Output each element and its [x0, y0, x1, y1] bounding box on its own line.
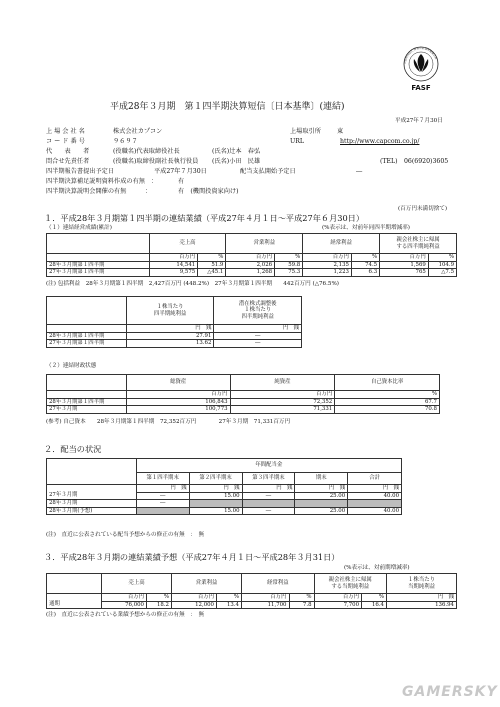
row-label: 27年３月期第１四半期 — [47, 269, 150, 277]
unit-cell: 百万円 — [102, 594, 147, 602]
filing-date: 平成27年７月30日 — [154, 168, 207, 175]
unit-cell: 百万円 — [149, 254, 198, 262]
column-header: 売上高 — [102, 574, 172, 594]
representative-name: (氏名)辻本 春弘 — [212, 148, 261, 155]
column-header: １株当たり 四半期純利益 — [126, 297, 214, 325]
unit-cell: 百万円 — [126, 391, 230, 399]
column-header: 売上高 — [149, 234, 226, 254]
unit-cell: 円 銭 — [295, 485, 348, 493]
company-label: 上 場 会 社 名 — [46, 128, 85, 135]
row-label: 27年３月期 — [47, 492, 137, 500]
table-cell: 40.00 — [348, 507, 402, 515]
table-cell: 67.7 — [335, 398, 440, 406]
table-cell — [348, 500, 402, 508]
row-label: 28年３月期第１四半期 — [47, 398, 127, 406]
table-cell — [189, 500, 242, 508]
table-cell: 1,268 — [226, 269, 275, 277]
unit-cell: 円 銭 — [387, 594, 457, 602]
table-cell: 76,000 — [102, 601, 147, 609]
table-cell: ― — [214, 340, 302, 348]
table-cell: 18.2 — [147, 601, 172, 609]
dividend-start-label: 配当支払開始予定日 — [240, 168, 296, 175]
equity-note: (参考) 自己資本 28年３月期第１四半期 72,352百万円 27年３月期 71,331百万円 — [46, 419, 291, 425]
briefing-label: 四半期決算説明会開催の有無 ： — [46, 188, 152, 195]
table-row — [47, 332, 302, 340]
company-url-link[interactable]: http://www.capcom.co.jp/ — [340, 138, 420, 145]
table-cell: 1,569 — [380, 261, 429, 269]
table-cell: 25.00 — [295, 492, 348, 500]
table-cell — [295, 500, 348, 508]
table-row — [47, 406, 440, 414]
row-label: 28年３月期 — [47, 500, 137, 508]
code-label: コ ー ド 番 号 — [46, 138, 85, 145]
column-header: 潜在株式調整後 １株当たり 四半期純利益 — [214, 297, 302, 325]
supplementary-value: 有 — [178, 178, 185, 185]
unit-cell: % — [147, 594, 172, 602]
row-label: 通期 — [47, 601, 102, 609]
contact-name: (氏名)小田 民雄 — [212, 158, 261, 165]
forecast-table — [46, 573, 457, 609]
table-cell: △7.5 — [428, 269, 456, 277]
table-cell: 765 — [380, 269, 429, 277]
exchange-label: 上場取引所 — [290, 128, 321, 135]
column-header: １株当たり 当期純利益 — [387, 574, 457, 594]
unit-cell: 円 銭 — [214, 325, 302, 333]
column-header: 営業利益 — [226, 234, 303, 254]
section1-heading: １．平成28年３月期第１四半期の連結業績（平成27年４月１日～平成27年６月30日） — [44, 213, 365, 223]
section3-pct-note: (%表示は、対前期増減率) — [344, 565, 410, 571]
column-header: 親会社株主に帰属 する四半期純利益 — [380, 234, 457, 254]
company-name: 株式会社カプコン — [113, 128, 163, 135]
unit-cell: 円 銭 — [348, 485, 402, 493]
rounding-note: (百万円未満切捨て) — [398, 206, 448, 212]
dividend-note: (注) 直近に公表されている配当予想からの修正の有無 ： 無 — [46, 532, 205, 538]
section2-heading: ２．配当の状況 — [44, 444, 102, 454]
column-header: 第３四半期末 — [242, 473, 295, 485]
unit-cell: % — [289, 594, 314, 602]
row-label: 28年３月期第１四半期 — [47, 261, 150, 269]
comprehensive-income-note: (注) 包括利益 28年３月期第１四半期 2,427百万円 (448.2%) 27年３月期第１四半期 442百万円 (△76.5%) — [46, 281, 339, 287]
table-cell: △45.1 — [198, 269, 226, 277]
table-cell: 7,700 — [314, 601, 362, 609]
table-cell: 16.4 — [362, 601, 387, 609]
unit-cell: 百万円 — [314, 594, 362, 602]
briefing-value: 有 (機関投資家向け) — [178, 188, 239, 195]
table-row — [47, 601, 457, 609]
table-row — [47, 261, 457, 269]
table-cell: 51.9 — [198, 261, 226, 269]
table-cell: 1,223 — [303, 269, 352, 277]
table-cell: 40.00 — [348, 492, 402, 500]
financial-position-table — [46, 374, 440, 414]
unit-cell: 百万円 — [242, 594, 290, 602]
unit-cell: 円 銭 — [126, 325, 214, 333]
eps-table — [46, 296, 302, 348]
table-cell: ― — [136, 500, 189, 508]
table-cell: 74.5 — [351, 261, 379, 269]
table-cell: 15.00 — [189, 507, 242, 515]
code-value: ９６９７ — [113, 138, 138, 145]
column-header: 第１四半期末 — [136, 473, 189, 485]
table-row — [47, 507, 402, 515]
representative-title: (役職名)代表取締役社長 — [113, 148, 180, 155]
dividend-table — [46, 458, 402, 515]
contact-label: 問合せ先責任者 — [46, 158, 90, 165]
column-header: 経常利益 — [303, 234, 380, 254]
section1-pct-note: (%表示は、対前年同四半期増減率) — [322, 225, 410, 231]
report-date: 平成27年７月30日 — [395, 118, 443, 124]
unit-cell: % — [335, 391, 440, 399]
table-cell: 14,541 — [149, 261, 198, 269]
column-header: 純資産 — [230, 375, 335, 391]
column-header: 期末 — [295, 473, 348, 485]
column-header: 経常利益 — [242, 574, 315, 594]
unit-cell: % — [217, 594, 242, 602]
section1-sub2: （２）連結財政状態 — [46, 363, 97, 369]
table-cell: ― — [242, 492, 295, 500]
unit-cell: 百万円 — [303, 254, 352, 262]
unit-cell: % — [198, 254, 226, 262]
operating-results-table — [46, 233, 457, 277]
url-label: URL — [290, 138, 304, 145]
table-cell: 9,575 — [149, 269, 198, 277]
unit-cell: 円 銭 — [136, 485, 189, 493]
unit-cell: 百万円 — [226, 254, 275, 262]
table-cell: 71,331 — [230, 406, 335, 414]
table-row — [47, 500, 402, 508]
table-cell — [242, 500, 295, 508]
table-cell: 59.8 — [275, 261, 303, 269]
fasf-logo — [400, 45, 442, 95]
section3-heading: ３．平成28年３月期の連結業績予想（平成27年４月１日～平成28年３月31日） — [44, 552, 340, 562]
filing-label: 四半期報告書提出予定日 — [46, 168, 115, 175]
logo-label: FASF — [411, 84, 431, 92]
column-header: 総資産 — [126, 375, 230, 391]
row-label: 27年３月期第１四半期 — [47, 340, 127, 348]
unit-cell: 円 銭 — [189, 485, 242, 493]
table-cell: 136.94 — [387, 601, 457, 609]
row-label: 28年３月期第１四半期 — [47, 332, 127, 340]
table-cell: 75.3 — [275, 269, 303, 277]
table-cell: ― — [214, 332, 302, 340]
tel-label: (TEL) — [380, 158, 398, 165]
table-cell: 6.3 — [351, 269, 379, 277]
table-cell: 7.8 — [289, 601, 314, 609]
table-cell: 25.00 — [295, 507, 348, 515]
unit-cell: % — [351, 254, 379, 262]
column-header: 第２四半期末 — [189, 473, 242, 485]
table-cell: 13.4 — [217, 601, 242, 609]
table-cell: 100,773 — [126, 406, 230, 414]
contact-title: (役職名)取締役副社長執行役員 — [113, 158, 199, 165]
table-cell: ― — [136, 492, 189, 500]
table-cell: ― — [242, 507, 295, 515]
tel-value: 06(6920)3605 — [404, 158, 449, 165]
unit-cell: 百万円 — [380, 254, 429, 262]
section1-sub1: （１）連結経営成績(累計) — [46, 225, 112, 231]
row-label: 28年３月期(予想) — [47, 507, 137, 515]
exchange-value: 東 — [337, 128, 344, 135]
table-cell — [136, 507, 189, 515]
unit-cell: 百万円 — [172, 594, 217, 602]
table-cell: 2,026 — [226, 261, 275, 269]
table-cell: 13.62 — [126, 340, 214, 348]
page-title: 平成28年３月期 第１四半期決算短信〔日本基準〕(連結) — [110, 102, 345, 112]
table-row — [47, 269, 457, 277]
dividend-start-value: ― — [356, 168, 363, 175]
table-row — [47, 398, 440, 406]
table-cell: 72,352 — [230, 398, 335, 406]
table-cell: 104.9 — [428, 261, 456, 269]
supplementary-label: 四半期決算補足説明資料作成の有無 ： — [46, 178, 158, 185]
logo-ring-text: 公益財団法人 財務会計基準機構会員 — [403, 46, 438, 65]
table-cell: 12,000 — [172, 601, 217, 609]
unit-cell: 百万円 — [230, 391, 335, 399]
unit-cell: 円 銭 — [242, 485, 295, 493]
column-header: 営業利益 — [172, 574, 242, 594]
table-cell: 106,843 — [126, 398, 230, 406]
unit-cell: % — [275, 254, 303, 262]
forecast-note: (注) 直近に公表されている業績予想からの修正の有無 ： 無 — [46, 612, 205, 618]
row-label: 27年３月期 — [47, 406, 127, 414]
unit-cell: % — [362, 594, 387, 602]
column-header: 合計 — [348, 473, 402, 485]
dividend-group-header: 年間配当金 — [136, 459, 401, 473]
watermark-logo: GAMERSKY — [402, 684, 498, 700]
column-header: 自己資本比率 — [335, 375, 440, 391]
column-header: 親会社株主に帰属 する当期純利益 — [314, 574, 387, 594]
table-cell: 70.8 — [335, 406, 440, 414]
table-row — [47, 340, 302, 348]
table-corner — [47, 234, 150, 254]
table-cell: 11,700 — [242, 601, 290, 609]
table-cell: 15.00 — [189, 492, 242, 500]
unit-cell: % — [428, 254, 456, 262]
table-cell: 27.91 — [126, 332, 214, 340]
table-cell: 2,135 — [303, 261, 352, 269]
table-row — [47, 492, 402, 500]
representative-label: 代 表 者 — [46, 148, 90, 155]
